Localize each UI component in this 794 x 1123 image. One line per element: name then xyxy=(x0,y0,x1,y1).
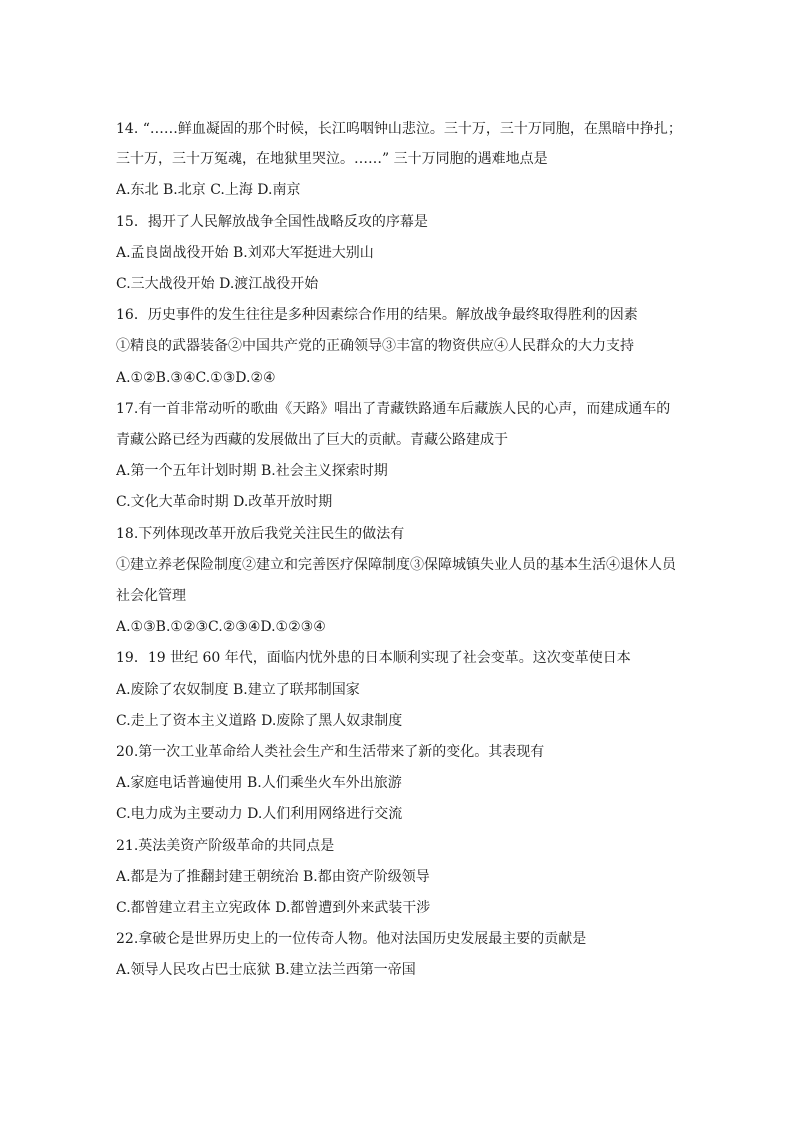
question-19-stem: 19．19 世纪 60 年代，面临内忧外患的日本顺利实现了社会变革。这次变革使日本 xyxy=(116,650,631,666)
question-19-options-cd: C.走上了资本主义道路 D.废除了黑人奴隶制度 xyxy=(116,713,403,729)
question-14-options: A.东北 B.北京 C.上海 D.南京 xyxy=(116,182,301,198)
question-20-options-cd: C.电力成为主要动力 D.人们利用网络进行交流 xyxy=(116,806,403,822)
question-17-options-ab: A.第一个五年计划时期 B.社会主义探索时期 xyxy=(116,463,388,479)
question-21-stem: 21.英法美资产阶级革命的共同点是 xyxy=(116,838,335,854)
question-21-options-ab: A.都是为了推翻封建王朝统治 B.都由资产阶级领导 xyxy=(116,869,430,885)
question-15-stem: 15．揭开了人民解放战争全国性战略反攻的序幕是 xyxy=(116,214,428,230)
question-22-stem: 22.拿破仑是世界历史上的一位传奇人物。他对法国历史发展最主要的贡献是 xyxy=(116,931,587,947)
question-22-options-ab: A.领导人民攻占巴士底狱 B.建立法兰西第一帝国 xyxy=(116,962,416,978)
question-17-options-cd: C.文化大革命时期 D.改革开放时期 xyxy=(116,494,333,510)
question-20-stem: 20.第一次工业革命给人类社会生产和生活带来了新的变化。其表现有 xyxy=(116,744,545,760)
question-15-options-ab: A.孟良崮战役开始 B.刘邓大军挺进大别山 xyxy=(116,245,374,261)
question-18-items-line-2: 社会化管理 xyxy=(116,588,186,604)
question-16-options: A.①②B.③④C.①③D.②④ xyxy=(116,370,276,386)
question-18-items-line-1: ①建立养老保险制度②建立和完善医疗保障制度③保障城镇失业人员的基本生活④退休人员 xyxy=(116,557,676,573)
question-15-options-cd: C.三大战役开始 D.渡江战役开始 xyxy=(116,276,319,292)
question-18-stem: 18.下列体现改革开放后我党关注民生的做法有 xyxy=(116,526,405,542)
question-17-stem-line-1: 17.有一首非常动听的歌曲《天路》唱出了青藏铁路通车后藏族人民的心声，而建成通车的 xyxy=(116,401,671,417)
question-16-items: ①精良的武器装备②中国共产党的正确领导③丰富的物资供应④人民群众的大力支持 xyxy=(116,338,634,354)
question-21-options-cd: C.都曾建立君主立宪政体 D.都曾遭到外来武装干涉 xyxy=(116,900,431,916)
question-16-stem: 16．历史事件的发生往往是多种因素综合作用的结果。解放战争最终取得胜利的因素 xyxy=(116,307,638,323)
question-19-options-ab: A.废除了农奴制度 B.建立了联邦制国家 xyxy=(116,682,360,698)
question-20-options-ab: A.家庭电话普遍使用 B.人们乘坐火车外出旅游 xyxy=(116,775,402,791)
question-18-options: A.①③B.①②③C.②③④D.①②③④ xyxy=(116,619,326,635)
question-17-stem-line-2: 青藏公路已经为西藏的发展做出了巨大的贡献。青藏公路建成于 xyxy=(116,432,508,448)
question-14-stem-line-2: 三十万，三十万冤魂，在地狱里哭泣。……” 三十万同胞的遇难地点是 xyxy=(116,151,548,167)
question-14-stem-line-1: 14. “……鲜血凝固的那个时候，长江呜咽钟山悲泣。三十万，三十万同胞，在黑暗中挣扎； xyxy=(116,121,682,137)
